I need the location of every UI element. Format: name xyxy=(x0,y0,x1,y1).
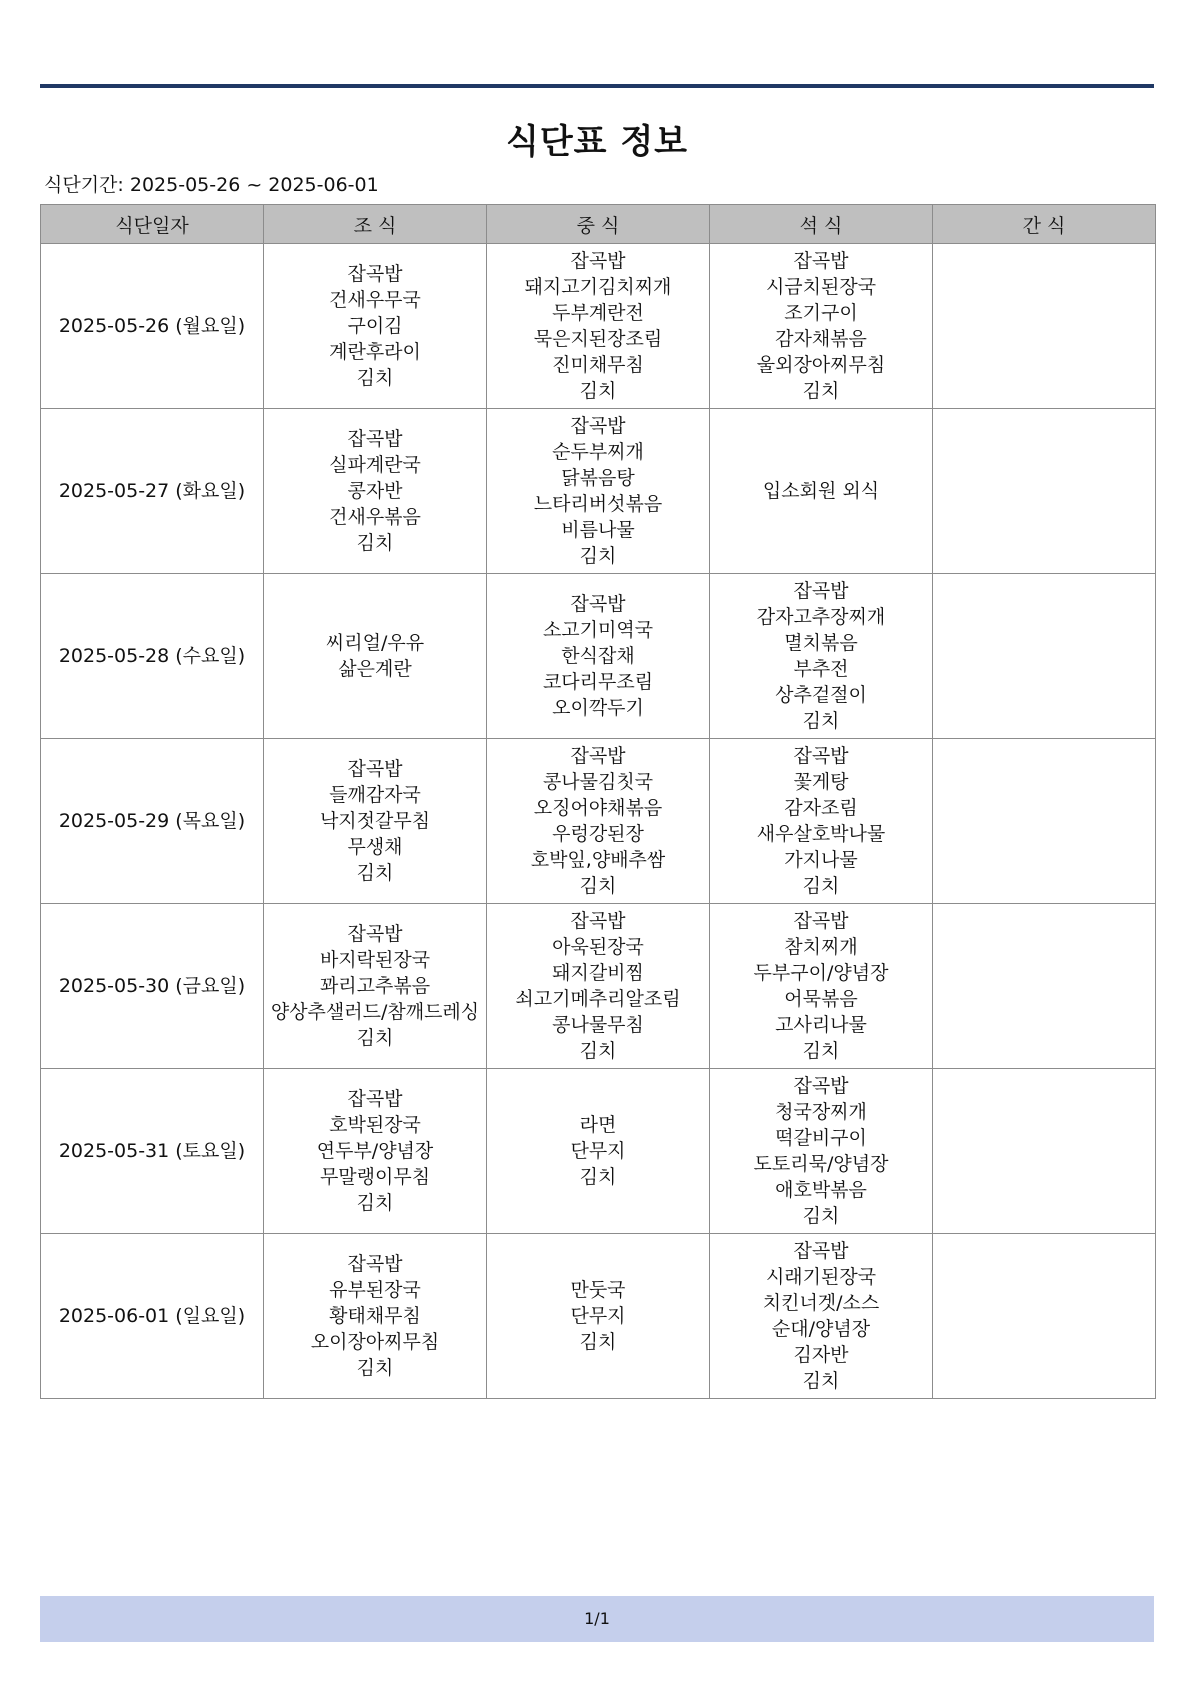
menu-item: 도토리묵/양념장 xyxy=(753,1153,889,1175)
table-header xyxy=(41,205,1156,244)
menu-item: 잡곡밥 xyxy=(570,593,626,615)
menu-item: 잡곡밥 xyxy=(793,1240,849,1262)
menu-item: 돼지고기김치찌개 xyxy=(524,276,672,298)
menu-item: 황태채무침 xyxy=(329,1305,421,1327)
table-row xyxy=(41,1234,1156,1399)
menu-item: 구이김 xyxy=(347,315,403,337)
lunch-cell xyxy=(487,574,710,739)
menu-item: 무생채 xyxy=(347,836,403,858)
menu-list xyxy=(264,261,486,391)
table-body xyxy=(41,244,1156,1399)
menu-item: 김치 xyxy=(802,1040,840,1062)
menu-item: 닭볶음탕 xyxy=(561,467,635,489)
menu-item: 김치 xyxy=(802,380,840,402)
table-row xyxy=(41,904,1156,1069)
menu-item: 어묵볶음 xyxy=(784,988,858,1010)
menu-item: 아욱된장국 xyxy=(552,936,644,958)
snack-cell xyxy=(933,244,1156,409)
menu-item: 잡곡밥 xyxy=(347,758,403,780)
menu-item: 잡곡밥 xyxy=(570,745,626,767)
snack-cell xyxy=(933,1069,1156,1234)
menu-item: 호박된장국 xyxy=(329,1114,421,1136)
menu-item: 우렁강된장 xyxy=(552,823,644,845)
menu-item: 콩자반 xyxy=(347,480,403,502)
lunch-cell xyxy=(487,904,710,1069)
menu-item: 잡곡밥 xyxy=(570,910,626,932)
menu-list xyxy=(487,413,709,569)
menu-item: 시금치된장국 xyxy=(765,276,877,298)
menu-item: 실파계란국 xyxy=(329,454,421,476)
breakfast-cell xyxy=(264,1069,487,1234)
menu-item: 순두부찌개 xyxy=(552,441,644,463)
lunch-cell xyxy=(487,244,710,409)
menu-item: 김치 xyxy=(356,532,394,554)
breakfast-cell xyxy=(264,904,487,1069)
menu-item: 단무지 xyxy=(570,1305,626,1327)
menu-list xyxy=(710,1238,932,1394)
menu-item: 김치 xyxy=(356,1027,394,1049)
lunch-cell xyxy=(487,1234,710,1399)
menu-item: 멸치볶음 xyxy=(784,632,858,654)
date-cell: 2025-05-28 (수요일) xyxy=(41,574,264,739)
snack-cell xyxy=(933,574,1156,739)
menu-item: 잡곡밥 xyxy=(793,250,849,272)
menu-item: 유부된장국 xyxy=(329,1279,421,1301)
menu-item: 김치 xyxy=(579,380,617,402)
meal-period: 식단기간: 2025-05-26 ~ 2025-06-01 xyxy=(44,174,379,196)
menu-item: 두부계란전 xyxy=(552,302,644,324)
date-cell: 2025-05-27 (화요일) xyxy=(41,409,264,574)
dinner-cell xyxy=(710,409,933,574)
menu-list xyxy=(710,478,932,504)
page-title: 식단표 정보 xyxy=(505,122,689,162)
menu-item: 가지나물 xyxy=(784,849,858,871)
menu-item: 오이장아찌무침 xyxy=(310,1331,440,1353)
menu-item: 소고기미역국 xyxy=(542,619,654,641)
menu-item: 김치 xyxy=(579,545,617,567)
menu-item: 진미채무침 xyxy=(552,354,644,376)
menu-item: 오징어야채볶음 xyxy=(533,797,663,819)
menu-list xyxy=(264,1086,486,1216)
top-rule xyxy=(40,84,1154,88)
breakfast-cell xyxy=(264,409,487,574)
menu-item: 새우살호박나물 xyxy=(756,823,886,845)
menu-item: 상추겉절이 xyxy=(775,684,867,706)
menu-item: 떡갈비구이 xyxy=(775,1127,867,1149)
menu-item: 들깨감자국 xyxy=(329,784,421,806)
menu-item: 한식잡채 xyxy=(561,645,635,667)
menu-item: 콩나물무침 xyxy=(552,1014,644,1036)
menu-item: 건새우볶음 xyxy=(329,506,421,528)
menu-item: 비름나물 xyxy=(561,519,635,541)
menu-item: 느타리버섯볶음 xyxy=(533,493,663,515)
menu-item: 김치 xyxy=(802,710,840,732)
table-row xyxy=(41,739,1156,904)
menu-item: 시래기된장국 xyxy=(765,1266,877,1288)
menu-item: 김치 xyxy=(356,1192,394,1214)
menu-item: 김치 xyxy=(579,1331,617,1353)
menu-item: 두부구이/양념장 xyxy=(753,962,889,984)
breakfast-cell xyxy=(264,739,487,904)
breakfast-cell xyxy=(264,244,487,409)
menu-item: 연두부/양념장 xyxy=(316,1140,434,1162)
dinner-cell xyxy=(710,244,933,409)
menu-item: 잡곡밥 xyxy=(793,1075,849,1097)
menu-item: 잡곡밥 xyxy=(793,745,849,767)
menu-list xyxy=(710,908,932,1064)
menu-item: 묵은지된장조림 xyxy=(533,328,663,350)
menu-item: 김치 xyxy=(579,1040,617,1062)
menu-item: 잡곡밥 xyxy=(570,250,626,272)
menu-item: 참치찌개 xyxy=(784,936,858,958)
menu-item: 김치 xyxy=(802,1205,840,1227)
dinner-cell xyxy=(710,1069,933,1234)
menu-item: 단무지 xyxy=(570,1140,626,1162)
footer-bar xyxy=(40,1596,1154,1642)
menu-item: 김자반 xyxy=(793,1344,849,1366)
snack-cell xyxy=(933,904,1156,1069)
menu-item: 애호박볶음 xyxy=(775,1179,867,1201)
menu-item: 라면 xyxy=(579,1114,617,1136)
table-row xyxy=(41,409,1156,574)
menu-item: 잡곡밥 xyxy=(347,1088,403,1110)
menu-item: 잡곡밥 xyxy=(347,428,403,450)
lunch-cell xyxy=(487,739,710,904)
menu-item: 김치 xyxy=(579,875,617,897)
menu-item: 꽃게탕 xyxy=(793,771,849,793)
lunch-cell xyxy=(487,1069,710,1234)
breakfast-cell xyxy=(264,574,487,739)
date-cell: 2025-05-26 (월요일) xyxy=(41,244,264,409)
menu-item: 김치 xyxy=(579,1166,617,1188)
menu-item: 감자조림 xyxy=(784,797,858,819)
menu-list xyxy=(710,248,932,404)
menu-item: 김치 xyxy=(356,862,394,884)
menu-item: 김치 xyxy=(356,367,394,389)
dinner-cell xyxy=(710,574,933,739)
table-row xyxy=(41,1069,1156,1234)
menu-item: 잡곡밥 xyxy=(347,1253,403,1275)
date-cell: 2025-05-29 (목요일) xyxy=(41,739,264,904)
date-cell: 2025-05-30 (금요일) xyxy=(41,904,264,1069)
menu-item: 조기구이 xyxy=(784,302,858,324)
menu-list xyxy=(264,1251,486,1381)
menu-item: 잡곡밥 xyxy=(793,580,849,602)
menu-item: 순대/양념장 xyxy=(771,1318,871,1340)
page-indicator: 1/1 xyxy=(584,1609,610,1628)
date-cell: 2025-06-01 (일요일) xyxy=(41,1234,264,1399)
menu-item: 울외장아찌무침 xyxy=(756,354,886,376)
menu-item: 입소회원 외식 xyxy=(762,480,880,502)
menu-list xyxy=(264,426,486,556)
menu-list xyxy=(487,1277,709,1355)
header-breakfast: 조 식 xyxy=(264,205,487,244)
table-row xyxy=(41,574,1156,739)
menu-list xyxy=(487,1112,709,1190)
menu-item: 김치 xyxy=(356,1357,394,1379)
menu-list xyxy=(487,591,709,721)
menu-item: 감자채볶음 xyxy=(775,328,867,350)
header-date: 식단일자 xyxy=(41,205,264,244)
menu-item: 씨리얼/우유 xyxy=(325,632,425,654)
menu-item: 낙지젓갈무침 xyxy=(319,810,431,832)
table-row xyxy=(41,244,1156,409)
menu-item: 부추전 xyxy=(793,658,849,680)
menu-list xyxy=(487,908,709,1064)
menu-list xyxy=(264,921,486,1051)
menu-item: 잡곡밥 xyxy=(347,263,403,285)
header-row xyxy=(41,205,1156,244)
snack-cell xyxy=(933,409,1156,574)
menu-list xyxy=(487,248,709,404)
meal-table xyxy=(40,204,1156,1399)
menu-item: 오이깍두기 xyxy=(552,697,644,719)
menu-item: 잡곡밥 xyxy=(347,923,403,945)
menu-item: 감자고추장찌개 xyxy=(756,606,886,628)
menu-item: 고사리나물 xyxy=(775,1014,867,1036)
menu-item: 코다리무조림 xyxy=(542,671,654,693)
breakfast-cell xyxy=(264,1234,487,1399)
snack-cell xyxy=(933,1234,1156,1399)
menu-list xyxy=(264,756,486,886)
lunch-cell xyxy=(487,409,710,574)
menu-item: 바지락된장국 xyxy=(319,949,431,971)
menu-item: 잡곡밥 xyxy=(793,910,849,932)
menu-item: 삶은계란 xyxy=(338,658,412,680)
header-dinner: 석 식 xyxy=(710,205,933,244)
menu-list xyxy=(710,1073,932,1229)
menu-list xyxy=(487,743,709,899)
dinner-cell xyxy=(710,1234,933,1399)
menu-list xyxy=(710,743,932,899)
menu-item: 김치 xyxy=(802,1370,840,1392)
date-cell: 2025-05-31 (토요일) xyxy=(41,1069,264,1234)
menu-item: 돼지갈비찜 xyxy=(552,962,644,984)
menu-item: 만둣국 xyxy=(570,1279,626,1301)
menu-item: 호박잎,양배추쌈 xyxy=(530,849,666,871)
header-lunch: 중 식 xyxy=(487,205,710,244)
menu-item: 계란후라이 xyxy=(329,341,421,363)
menu-item: 건새우무국 xyxy=(329,289,421,311)
menu-item: 무말랭이무침 xyxy=(319,1166,431,1188)
menu-list xyxy=(264,630,486,682)
menu-item: 콩나물김칫국 xyxy=(542,771,654,793)
header-snack: 간 식 xyxy=(933,205,1156,244)
dinner-cell xyxy=(710,739,933,904)
snack-cell xyxy=(933,739,1156,904)
menu-item: 김치 xyxy=(802,875,840,897)
menu-item: 양상추샐러드/참깨드레싱 xyxy=(270,1001,480,1023)
menu-item: 잡곡밥 xyxy=(570,415,626,437)
menu-list xyxy=(710,578,932,734)
menu-item: 치킨너겟/소스 xyxy=(762,1292,880,1314)
menu-item: 쇠고기메추리알조림 xyxy=(515,988,681,1010)
menu-item: 꽈리고추볶음 xyxy=(319,975,431,997)
dinner-cell xyxy=(710,904,933,1069)
menu-item: 청국장찌개 xyxy=(775,1101,867,1123)
